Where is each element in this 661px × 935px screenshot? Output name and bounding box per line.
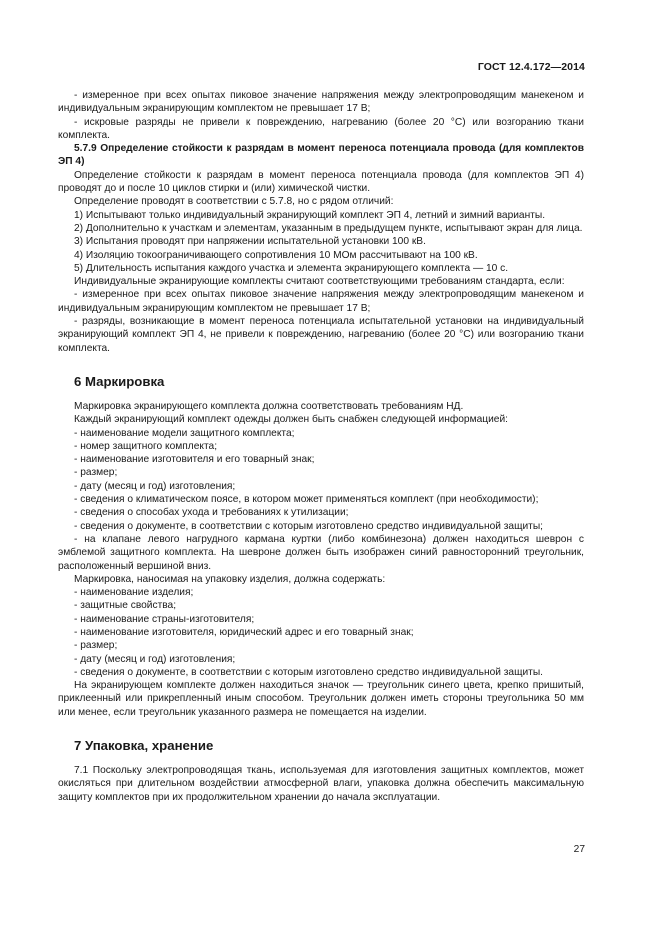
paragraph: Каждый экранирующий комплект одежды должен быть снабжен следующей информацией:: [74, 414, 508, 426]
page-body: [58, 89, 584, 804]
paragraph: Маркировка экранирующего комплекта должна соответствовать требованиям НД.: [74, 400, 464, 412]
list-item: - размер;: [74, 640, 118, 652]
list-item: - наименование модели защитного комплекта;: [74, 427, 295, 439]
paragraph: На экранирующем комплекте должен находиться значок — треугольник синего цвета, крепко пришитый, приклеенный или прикрепленный иным способом. Треугольник должен иметь стороны треугольника 50 мм или менее, если треугольник указанного размера не помещается на изделии.: [58, 680, 584, 718]
list-item: - наименование изготовителя и его товарный знак;: [74, 454, 315, 466]
list-item: - наименование изготовителя, юридический адрес и его товарный знак;: [74, 626, 414, 638]
list-item: - на клапане левого нагрудного кармана куртки (либо комбинезона) должен находиться шеврон с эмблемой защитного комплекта. На шевроне должен быть изображен синий равносторонний треугольник, расположенный вершиной вниз.: [58, 533, 584, 572]
paragraph: 2) Дополнительно к участкам и элементам, указанным в предыдущем пункте, испытывают экран для лица.: [74, 222, 583, 234]
list-item: - сведения о климатическом поясе, в котором может применяться комплект (при необходимости);: [74, 494, 539, 506]
paragraph: 7.1 Поскольку электропроводящая ткань, используемая для изготовления защитных комплектов, может окисляться при длительном воздействии атмосферной влаги, упаковка должна обеспечить максимальную защиту комплектов при их продолжительном хранении до начала эксплуатации.: [58, 765, 584, 803]
list-item: - дату (месяц и год) изготовления;: [74, 480, 236, 492]
list-item: - наименование страны-изготовителя;: [74, 613, 255, 625]
paragraph: 5) Длительность испытания каждого участка и элемента экранирующего комплекта — 10 с.: [74, 262, 509, 274]
section-6-body: [58, 400, 584, 719]
list-item: - размер;: [74, 467, 118, 479]
section-7-title: 7 Упаковка, хранение: [74, 738, 214, 754]
list-item: - номер защитного комплекта;: [74, 440, 218, 452]
section-6-title: 6 Маркировка: [74, 373, 165, 389]
list-item: - сведения о документе, в соответствии с которым изготовлено средство индивидуальной защиты;: [74, 520, 543, 532]
document-code: ГОСТ 12.4.172—2014: [477, 61, 585, 73]
paragraph: 3) Испытания проводят при напряжении испытательной установки 100 кВ.: [74, 236, 426, 248]
list-item: - дату (месяц и год) изготовления;: [74, 653, 236, 665]
list-item: - сведения о способах ухода и требованиях к утилизации;: [74, 507, 349, 519]
paragraph: 4) Изоляцию токоограничивающего сопротивления 10 МОм рассчитывают на 100 кВ.: [74, 249, 478, 261]
paragraph: - разряды, возникающие в момент переноса потенциала испытательной установки на индивидуальный экранирующий комплект ЭП 4, не привели к повреждению, нагреванию (более 20 °С) или возгоранию ткани комплекта.: [58, 316, 584, 354]
paragraph: Определение стойкости к разрядам в момент переноса потенциала провода (для комплектов ЭП 4) проводят до и после 10 циклов стирки и (или) химической чистки.: [58, 169, 584, 195]
paragraph: - искровые разряды не привели к повреждению, нагреванию (более 20 °С) или возгоранию ткани комплекта.: [58, 116, 584, 141]
list-item: - наименование изделия;: [74, 587, 194, 599]
paragraph: Индивидуальные экранирующие комплекты считают соответствующими требованиям стандарта, если:: [74, 276, 565, 288]
paragraph: 1) Испытывают только индивидуальный экранирующий комплект ЭП 4, летний и зимний варианты.: [74, 209, 546, 221]
paragraph: Маркировка, наносимая на упаковку изделия, должна содержать:: [74, 573, 386, 585]
list-item: - сведения о документе, в соответствии с которым изготовлено средство индивидуальной защиты.: [74, 666, 543, 678]
paragraph: - измеренное при всех опытах пиковое значение напряжения между электропроводящим манекеном и индивидуальным экранирующим комплектом не превышает 17 В;: [58, 90, 584, 115]
paragraph: Определение проводят в соответствии с 5.7.8, но с рядом отличий:: [74, 196, 394, 208]
list-item: - защитные свойства;: [74, 600, 177, 612]
page-number: 27: [573, 844, 585, 855]
subsection-heading: 5.7.9 Определение стойкости к разрядам в момент переноса потенциала провода (для комплектов ЭП 4): [58, 143, 584, 168]
paragraph: - измеренное при всех опытах пиковое значение напряжения между электропроводящим манекеном и индивидуальным экранирующим комплектом не превышает 17 В;: [58, 289, 584, 314]
